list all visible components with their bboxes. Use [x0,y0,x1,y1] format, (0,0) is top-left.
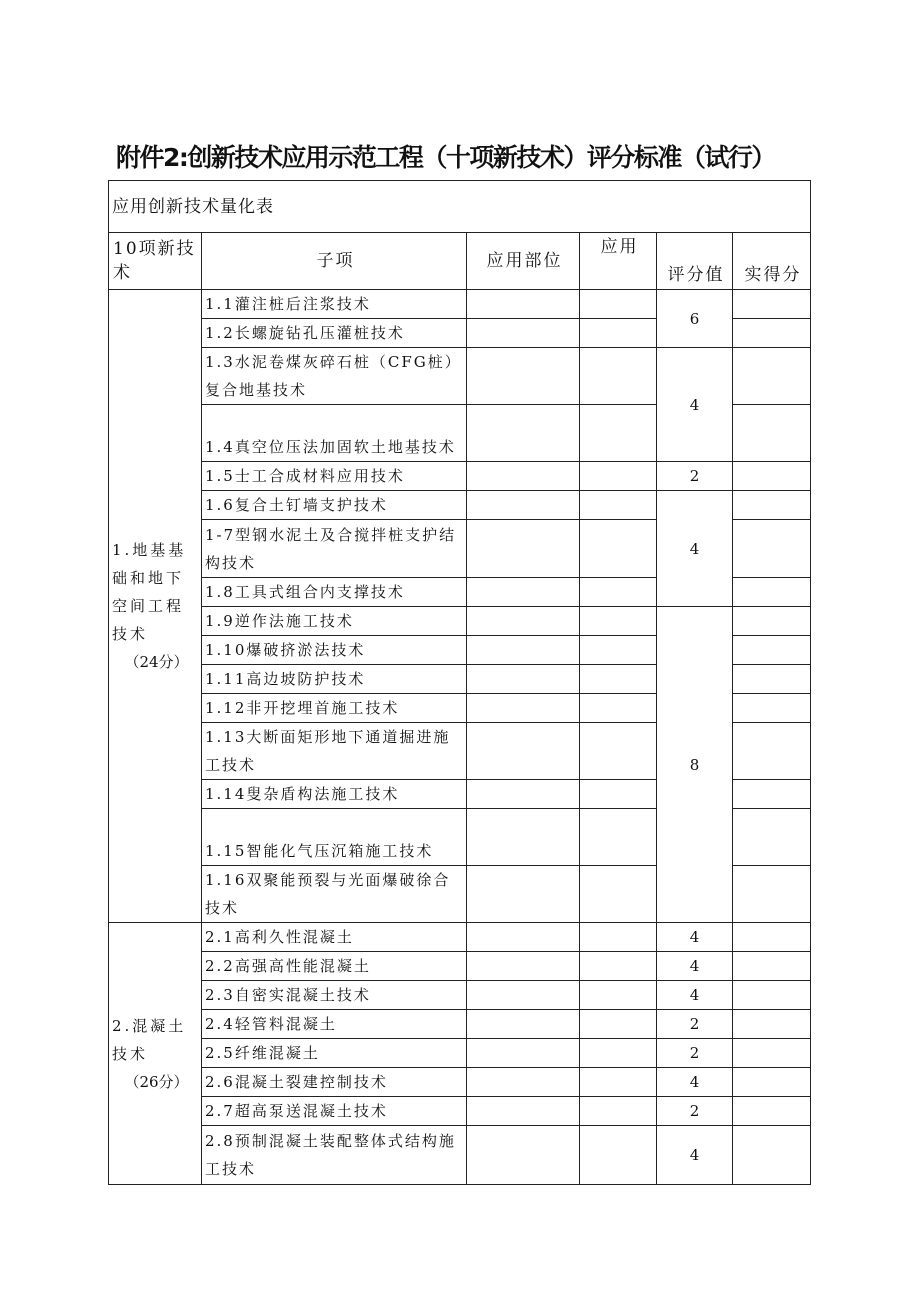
subitem-cell: 1.4真空位压法加固软土地基技术 [202,405,467,462]
application-cell [580,1039,657,1068]
header-application: 应用 [580,233,657,290]
subitem-cell: 1.9逆作法施工技术 [202,607,467,636]
application-cell [580,491,657,520]
application-cell [580,780,657,809]
actual-score-cell [733,607,811,636]
application-cell [580,348,657,405]
actual-score-cell [733,866,811,923]
category-points: （24分） [124,653,189,671]
location-cell [467,866,580,923]
location-cell [467,1097,580,1126]
application-cell [580,1126,657,1185]
location-cell [467,665,580,694]
table-row [109,1126,811,1185]
location-cell [467,462,580,491]
score-cell: 2 [657,462,733,491]
application-cell [580,636,657,665]
subitem-cell: 1.16双聚能预裂与光面爆破徐合技术 [202,866,467,923]
actual-score-cell [733,636,811,665]
subitem-cell: 1.3水泥卷煤灰碎石桩（CFG桩）复合地基技术 [202,348,467,405]
header-location: 应用部位 [467,233,580,290]
header-category: 10项新技术 [109,233,202,290]
application-cell [580,694,657,723]
actual-score-cell [733,1010,811,1039]
location-cell [467,290,580,319]
table-row [109,981,811,1010]
actual-score-cell [733,290,811,319]
subitem-cell: 2.2高强高性能混凝土 [202,952,467,981]
table-row [109,1039,811,1068]
subitem-cell: 1-7型钢水泥土及合搅拌桩支护结构技术 [202,520,467,578]
actual-score-cell [733,981,811,1010]
category-name: 1.地基基础和地下空间工程技术 [112,541,187,643]
table-row [109,1097,811,1126]
location-cell [467,923,580,952]
score-cell: 4 [657,952,733,981]
location-cell [467,578,580,607]
subitem-cell: 2.3自密实混凝土技术 [202,981,467,1010]
application-cell [580,578,657,607]
category-points: （26分） [124,1072,189,1091]
actual-score-cell [733,319,811,348]
actual-score-cell [733,665,811,694]
location-cell [467,319,580,348]
table-row [109,1010,811,1039]
application-cell [580,1010,657,1039]
location-cell [467,809,580,866]
subitem-cell: 2.1高利久性混凝土 [202,923,467,952]
table-row [109,923,811,952]
location-cell [467,981,580,1010]
actual-score-cell [733,348,811,405]
location-cell [467,1010,580,1039]
actual-score-cell [733,578,811,607]
application-cell [580,981,657,1010]
table-row [109,607,811,636]
location-cell [467,636,580,665]
document-title: 附件2:创新技术应用示范工程（十项新技术）评分标准（试行） [116,143,775,172]
location-cell [467,952,580,981]
header-subitem: 子项 [202,233,467,290]
subitem-cell: 1.11高边坡防护技术 [202,665,467,694]
actual-score-cell [733,923,811,952]
subitem-cell: 2.5纤维混凝土 [202,1039,467,1068]
location-cell [467,607,580,636]
subitem-cell: 1.1灌注桩后注浆技术 [202,290,467,319]
actual-score-cell [733,809,811,866]
table-row [109,1068,811,1097]
location-cell [467,491,580,520]
subitem-cell: 1.2长螺旋钻孔压灌桩技术 [202,319,467,348]
actual-score-cell [733,952,811,981]
application-cell [580,866,657,923]
actual-score-cell [733,462,811,491]
score-cell: 2 [657,1010,733,1039]
location-cell [467,520,580,578]
score-cell: 4 [657,1068,733,1097]
header-actual: 实得分 [733,233,811,290]
application-cell [580,520,657,578]
category-cell [109,290,202,923]
actual-score-cell [733,491,811,520]
score-cell: 4 [657,491,733,607]
application-cell [580,319,657,348]
actual-score-cell [733,694,811,723]
application-cell [580,665,657,694]
subitem-cell: 1.5士工合成材料应用技术 [202,462,467,491]
location-cell [467,348,580,405]
header-row [109,233,811,290]
application-cell [580,405,657,462]
score-cell: 4 [657,1126,733,1185]
location-cell [467,780,580,809]
application-cell [580,809,657,866]
location-cell [467,1068,580,1097]
header-score: 评分值 [657,233,733,290]
application-cell [580,462,657,491]
actual-score-cell [733,780,811,809]
category-name: 2.混凝土技术 [112,1016,187,1063]
caption-row [109,181,811,233]
subitem-cell: 2.4轻管料混凝土 [202,1010,467,1039]
subitem-cell: 1.14叟杂盾构法施工技术 [202,780,467,809]
subitem-cell: 2.7超高泵送混凝土技术 [202,1097,467,1126]
location-cell [467,694,580,723]
actual-score-cell [733,405,811,462]
table-row [109,348,811,405]
table-row [109,290,811,319]
subitem-cell: 1.10爆破挤淤法技术 [202,636,467,665]
application-cell [580,607,657,636]
application-cell [580,923,657,952]
application-cell [580,1097,657,1126]
subitem-cell: 1.15智能化气压沉箱施工技术 [202,809,467,866]
location-cell [467,405,580,462]
subitem-cell: 1.8工具式组合内支撑技术 [202,578,467,607]
score-cell: 6 [657,290,733,348]
actual-score-cell [733,520,811,578]
location-cell [467,723,580,780]
score-cell: 2 [657,1097,733,1126]
location-cell [467,1126,580,1185]
application-cell [580,1068,657,1097]
score-cell: 8 [657,607,733,923]
table-caption: 应用创新技术量化表 [109,181,811,233]
score-cell: 4 [657,923,733,952]
application-cell [580,290,657,319]
score-cell: 4 [657,981,733,1010]
table-row [109,491,811,520]
actual-score-cell [733,723,811,780]
score-cell: 2 [657,1039,733,1068]
application-cell [580,723,657,780]
actual-score-cell [733,1068,811,1097]
application-cell [580,952,657,981]
location-cell [467,1039,580,1068]
actual-score-cell [733,1126,811,1185]
subitem-cell: 1.13大断面矩形地下通道掘进施工技术 [202,723,467,780]
subitem-cell: 1.12非开挖埋首施工技术 [202,694,467,723]
score-cell: 4 [657,348,733,462]
category-cell [109,923,202,1185]
table-row [109,462,811,491]
actual-score-cell [733,1039,811,1068]
actual-score-cell [733,1097,811,1126]
subitem-cell: 2.8预制混凝土装配整体式结构施工技术 [202,1126,467,1185]
subitem-cell: 1.6复合土钉墙支护技术 [202,491,467,520]
scoring-table [108,180,811,1185]
table-row [109,952,811,981]
subitem-cell: 2.6混凝土裂建控制技术 [202,1068,467,1097]
